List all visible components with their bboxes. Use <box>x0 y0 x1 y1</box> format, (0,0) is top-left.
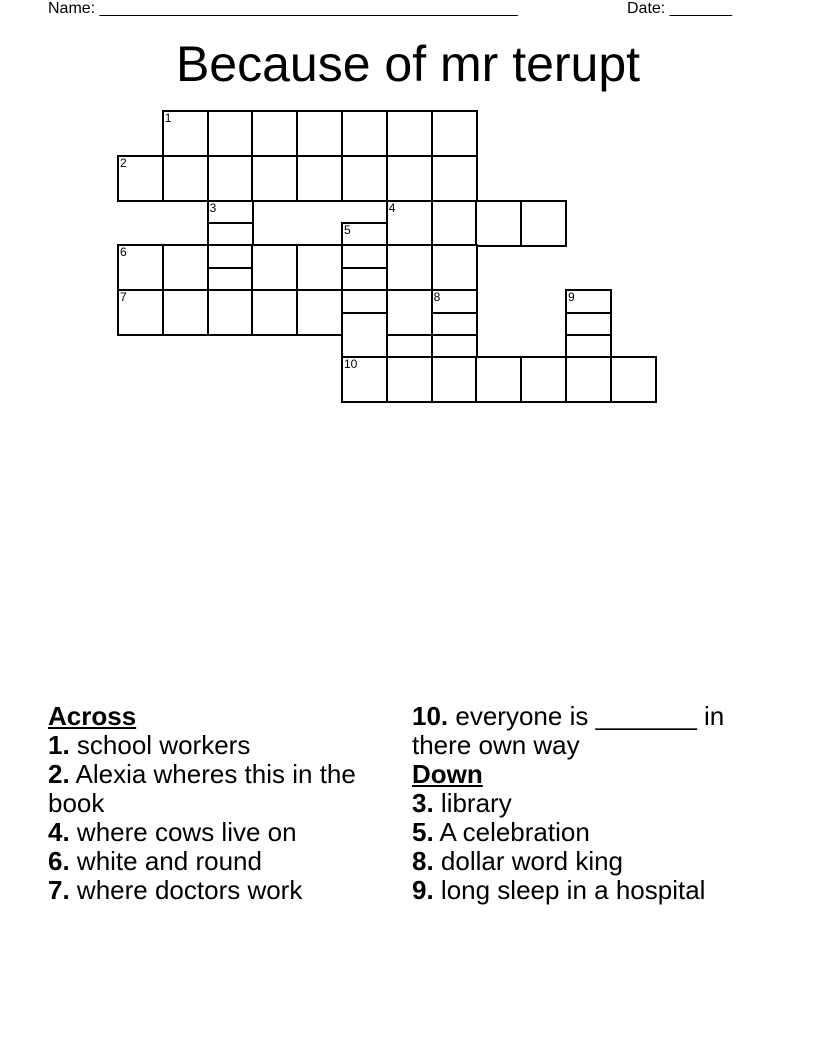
clue-number-label: 5 <box>344 223 351 237</box>
clue-number-label: 1 <box>164 111 172 125</box>
grid-cell[interactable] <box>251 244 298 291</box>
clue-number: 1. <box>48 730 70 760</box>
grid-cell[interactable] <box>386 110 433 157</box>
clue-text: where doctors work <box>76 875 303 905</box>
grid-cell[interactable] <box>341 155 388 202</box>
clue-text: dollar word king <box>440 846 624 876</box>
across-clue <box>48 847 368 876</box>
grid-cell[interactable] <box>296 155 343 202</box>
puzzle-title: Because of mr terupt <box>175 36 641 92</box>
across-clue <box>48 876 368 905</box>
clue-number-label: 9 <box>568 290 575 305</box>
across-clue <box>48 731 368 760</box>
grid-cell[interactable] <box>251 289 298 336</box>
grid-cell[interactable] <box>162 289 209 336</box>
grid-cell[interactable] <box>296 244 343 291</box>
grid-cell[interactable] <box>251 155 298 202</box>
clues-left-column <box>48 702 368 905</box>
grid-cell[interactable] <box>296 289 343 336</box>
down-heading: Down <box>412 759 483 789</box>
clue-number: 10. <box>412 701 449 731</box>
grid-cell[interactable] <box>207 110 254 157</box>
grid-cell[interactable] <box>251 110 298 157</box>
clue-number: 6. <box>48 846 70 876</box>
down-clue <box>412 876 752 905</box>
clue-text: Alexia wheres this in the book <box>48 759 356 818</box>
grid-cell[interactable] <box>117 289 164 336</box>
grid-cell[interactable] <box>162 244 209 291</box>
grid-cell[interactable] <box>431 244 478 291</box>
clue-text: school workers <box>76 730 251 760</box>
clue-text: where cows live on <box>76 817 297 847</box>
down-clue <box>412 847 752 876</box>
grid-cell[interactable] <box>431 200 478 247</box>
clue-number-label: 8 <box>433 290 441 305</box>
clue-number-label: 7 <box>120 290 127 305</box>
grid-cell[interactable] <box>431 155 478 202</box>
clue-text: white and round <box>76 846 262 876</box>
grid-cell[interactable] <box>610 356 657 403</box>
grid-cell[interactable] <box>520 200 567 247</box>
clue-number-label: 3 <box>209 200 217 215</box>
clue-number: 8. <box>412 846 434 876</box>
clue-number-label: 2 <box>120 155 127 170</box>
grid-cell[interactable] <box>431 356 478 403</box>
clue-number: 2. <box>48 759 70 789</box>
grid-cell[interactable] <box>341 110 388 157</box>
down-clue <box>412 818 752 847</box>
grid-cell[interactable] <box>296 110 343 157</box>
grid-cell[interactable] <box>207 155 254 202</box>
clue-number: 3. <box>412 788 434 818</box>
date-field-label: Date: _______ <box>627 0 732 17</box>
grid-cell[interactable] <box>431 110 478 157</box>
grid-cell[interactable] <box>475 200 522 247</box>
clue-number-label: 4 <box>388 200 396 215</box>
clue-number: 9. <box>412 875 434 905</box>
grid-cell[interactable] <box>386 356 433 403</box>
clue-number: 7. <box>48 875 70 905</box>
grid-cell[interactable] <box>341 356 388 403</box>
grid-cell[interactable] <box>386 289 433 336</box>
across-heading: Across <box>48 701 137 731</box>
name-field-label: Name: _______________________________________________ <box>48 0 518 17</box>
grid-cell[interactable] <box>162 155 209 202</box>
grid-cell[interactable] <box>117 155 164 202</box>
clue-text: library <box>440 788 512 818</box>
grid-cell[interactable] <box>341 312 388 359</box>
clue-number: 4. <box>48 817 70 847</box>
clues-right-column <box>412 702 752 905</box>
grid-cell[interactable] <box>386 244 433 291</box>
grid-cell[interactable] <box>207 289 254 336</box>
grid-cell[interactable] <box>386 155 433 202</box>
grid-cell[interactable] <box>117 244 164 291</box>
across-clue <box>48 818 368 847</box>
clue-number: 5. <box>412 817 434 847</box>
grid-cell[interactable] <box>475 356 522 403</box>
grid-cell[interactable] <box>162 110 209 157</box>
clue-text: A celebration <box>439 817 590 847</box>
clue-number-label: 6 <box>120 245 127 260</box>
grid-cell[interactable] <box>520 356 567 403</box>
across-clue <box>412 702 752 760</box>
grid-cell[interactable] <box>565 356 612 403</box>
across-clue <box>48 760 368 818</box>
down-clue <box>412 789 752 818</box>
clue-text: long sleep in a hospital <box>440 875 706 905</box>
clue-text: everyone is _______ in there own way <box>412 701 725 760</box>
clue-number-label: 10 <box>344 357 358 372</box>
grid-cell[interactable] <box>386 200 433 247</box>
